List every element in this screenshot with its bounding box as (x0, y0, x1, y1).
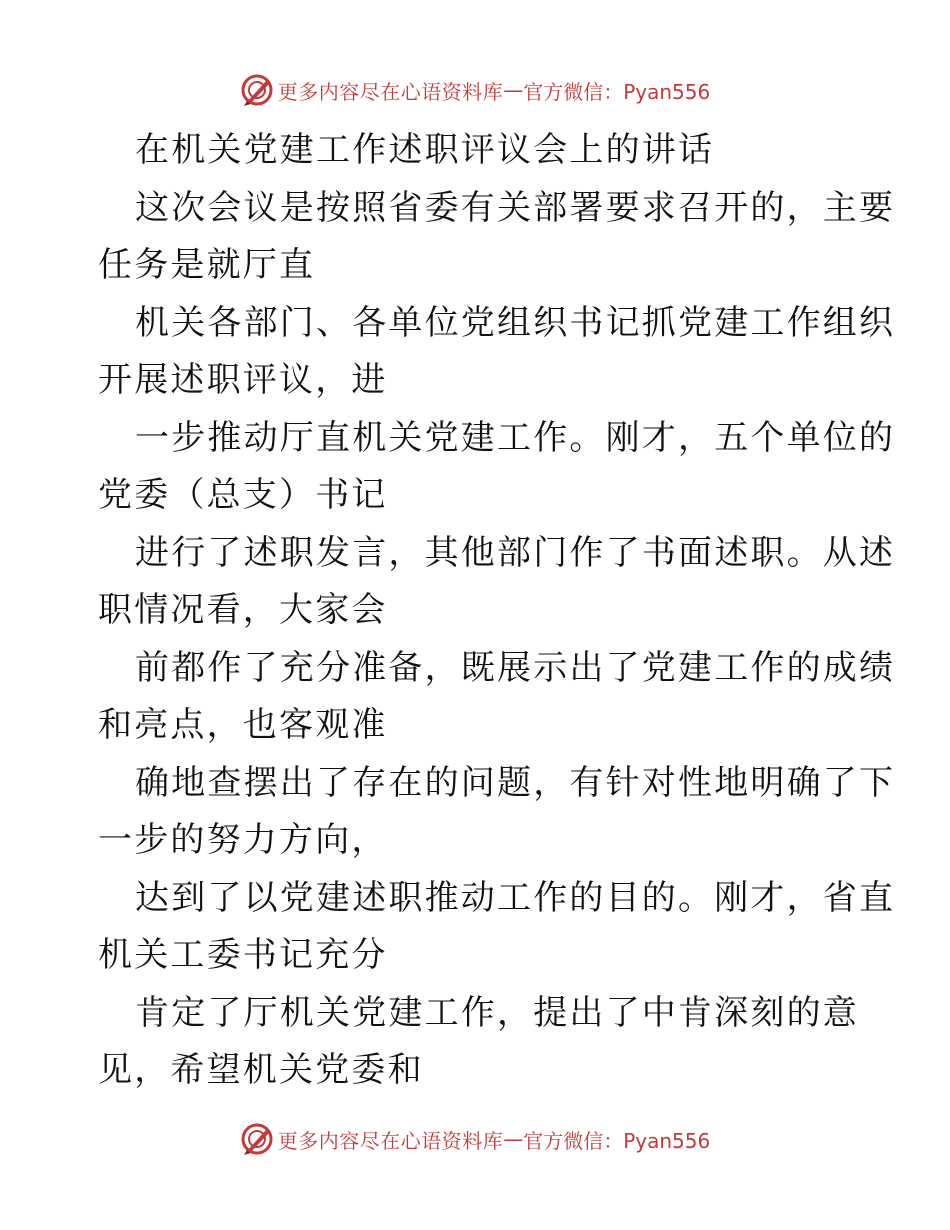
pen-logo-icon (240, 73, 274, 107)
paragraph-line: 前都作了充分准备，既展示出了党建工作的成绩 (135, 647, 896, 688)
watermark-contact-text: 官方微信：Pyan556 (523, 79, 711, 104)
paragraph-line: 见，希望机关党委和 (98, 1050, 424, 1090)
paragraph-line: 和亮点，也客观准 (98, 705, 388, 745)
paragraph-line: 一步的努力方向， (98, 820, 388, 860)
document-body (98, 122, 896, 1100)
watermark-main-text: 更多内容尽在心语资料库 (277, 79, 504, 104)
footer-watermark (0, 1117, 950, 1161)
paragraph-line: 这次会议是按照省委有关部署要求召开的，主要 (135, 187, 896, 228)
header-watermark (0, 68, 950, 112)
paragraph-line: 进行了述职发言，其他部门作了书面述职。从述 (135, 532, 896, 573)
watermark-separator: — (503, 78, 524, 102)
watermark-contact-text: 官方微信：Pyan556 (523, 1128, 711, 1153)
paragraph-line: 确地查摆出了存在的问题，有针对性地明确了下 (135, 762, 896, 803)
paragraph-line: 肯定了厅机关党建工作，提出了中肯深刻的意 (135, 992, 859, 1033)
pen-logo-icon (240, 1122, 274, 1156)
paragraph-line: 任务是就厅直 (98, 245, 316, 285)
watermark-main-text: 更多内容尽在心语资料库 (277, 1128, 504, 1153)
paragraph-line: 机关各部门、各单位党组织书记抓党建工作组织 (135, 302, 896, 343)
paragraph-line: 党委（总支）书记 (98, 475, 388, 515)
paragraph-line: 一步推动厅直机关党建工作。刚才，五个单位的 (135, 417, 896, 458)
paragraph-line: 达到了以党建述职推动工作的目的。刚才，省直 (135, 877, 896, 918)
paragraph-line: 开展述职评议，进 (98, 360, 388, 400)
document-title: 在机关党建工作述职评议会上的讲话 (135, 130, 715, 170)
watermark-separator: — (503, 1127, 524, 1151)
paragraph-line: 机关工委书记充分 (98, 935, 388, 975)
paragraph-line: 职情况看，大家会 (98, 590, 388, 630)
